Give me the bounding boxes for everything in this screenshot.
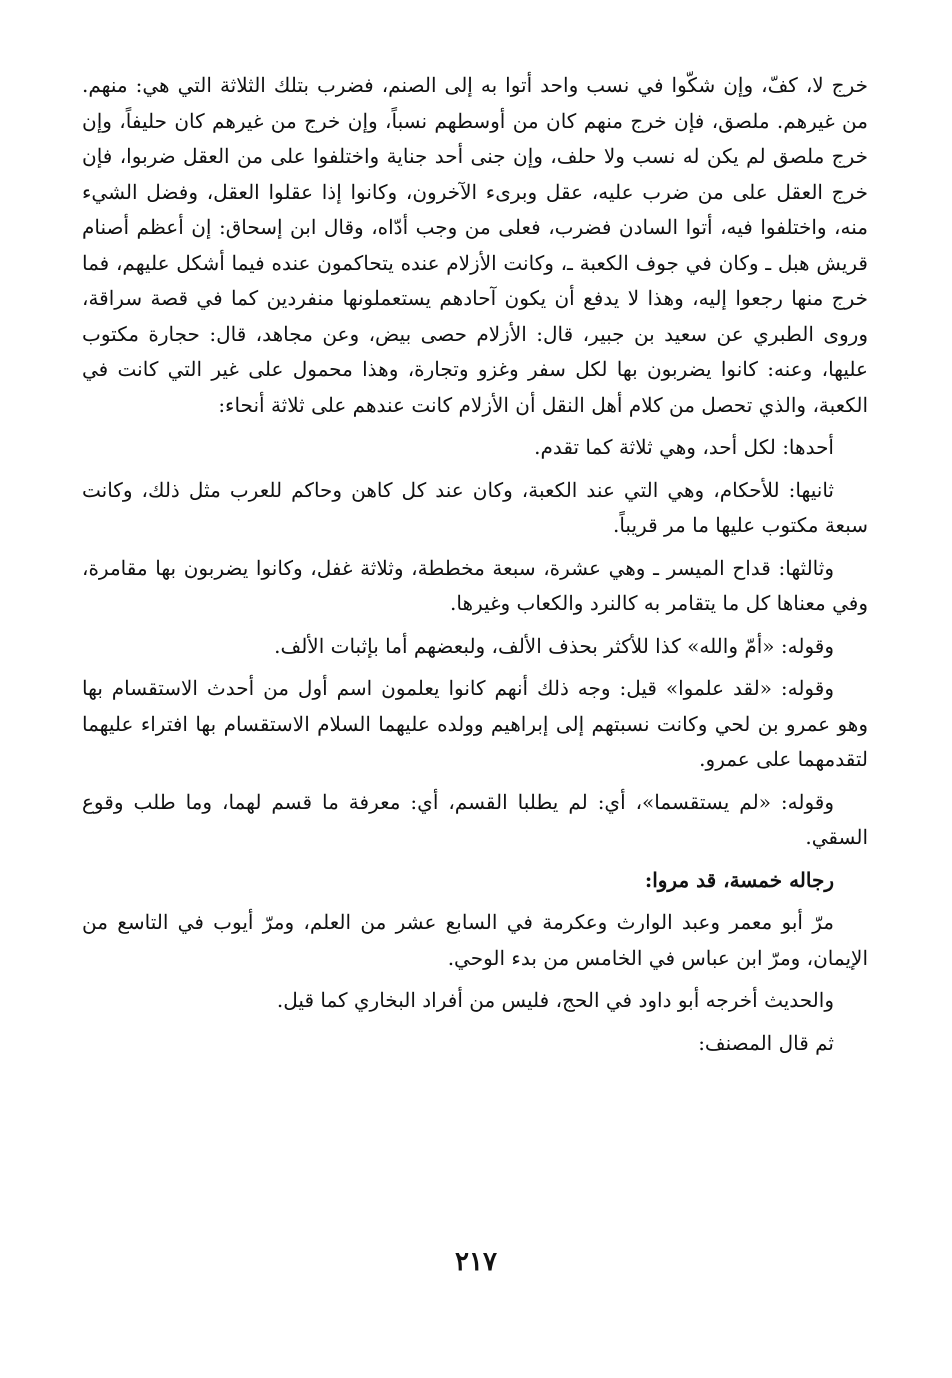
paragraph-third-type: وثالثها: قداح الميسر ـ وهي عشرة، سبعة مخططة، وثلاثة غفل، وكانوا يضربون بها مقامرة، وفي معناها كل ما يتقامر به كالنرد والكعاب وغيرها.	[82, 555, 868, 615]
paragraph-author-said: ثم قال المصنف:	[698, 1030, 834, 1055]
paragraph-narrators: مرّ أبو معمر وعبد الوارث وعكرمة في السابع عشر من العلم، ومرّ أيوب في التاسع من الإيمان، ومرّ ابن عباس في الخامس من بدء الوحي.	[82, 910, 868, 970]
paragraph-azlam-description: خرج لا، كفّ، وإن شكّوا في نسب واحد أتوا به إلى الصنم، فضرب بتلك الثلاثة التي هي: منهم. من غيرهم. ملصق، فإن خرج منهم كان من أوسطهم نسباً، وإن خرج من غيرهم كان حليفاً، وإن خرج ملصق لم يكن له نسب ولا حلف، وإن جنى أحد جناية واختلفوا على من العقل ضربوا، فإن خرج العقل على من ضرب عليه، عقل وبرىء الآخرون، وكانوا إذا عقلوا العقل، وفضل الشيء منه، واختلفوا فيه، أتوا السادن فضرب، فعلى من وجب أدّاه، وقال ابن إسحاق: إن أعظم أصنام قريش هبل ـ وكان في جوف الكعبة ـ، وكانت الأزلام عنده يتحاكمون عنده فيما أشكل عليهم، فما خرج منها رجعوا إليه، وهذا لا يدفع أن يكون آحادهم يستعملونها منفردين كما في قصة سراقة، وروى الطبري عن سعيد بن جبير، قال: الأزلام حصى بيض، وعن مجاهد، قال: حجارة مكتوب عليها، وعنه: كانوا يضربون بها لكل سفر وغزو وتجارة، وهذا محمول على غير التي كانت في الكعبة، والذي تحصل من كلام أهل النقل أن الأزلام كانت عندهم على ثلاثة أنحاء:	[82, 73, 868, 417]
paragraph-lam-yastaqsima: وقوله: «لم يستقسما»، أي: لم يطلبا القسم، أي: معرفة ما قسم لهما، وما طلب وقوع السقي.	[82, 789, 868, 849]
paragraph-laqad-alimu: وقوله: «لقد علموا» قيل: وجه ذلك أنهم كانوا يعلمون اسم أول من أحدث الاستقسام بها وهو عمرو بن لحي وكانت نسبتهم إلى إبراهيم وولده عليهما السلام الاستقسام بها افتراء عليهما لتقدمهما على عمرو.	[82, 676, 869, 771]
paragraph-amma-wallah: وقوله: «أمّ والله» كذا للأكثر بحذف الألف، ولبعضهم أما بإثبات الألف.	[274, 633, 834, 658]
paragraph-hadith-source: والحديث أخرجه أبو داود في الحج، فليس من أفراد البخاري كما قيل.	[276, 988, 834, 1012]
paragraph-first-type: أحدها: لكل أحد، وهي ثلاثة كما تقدم.	[534, 435, 834, 459]
page-body	[82, 68, 868, 1068]
page-number: ٢١٧	[455, 1247, 497, 1277]
section-heading-narrators: رجاله خمسة، قد مروا:	[644, 867, 834, 892]
paragraph-second-type: ثانيها: للأحكام، وهي التي عند الكعبة، وكان عند كل كاهن وحاكم للعرب مثل ذلك، وكانت سبعة مكتوب عليها ما مر قريباً.	[82, 477, 868, 537]
